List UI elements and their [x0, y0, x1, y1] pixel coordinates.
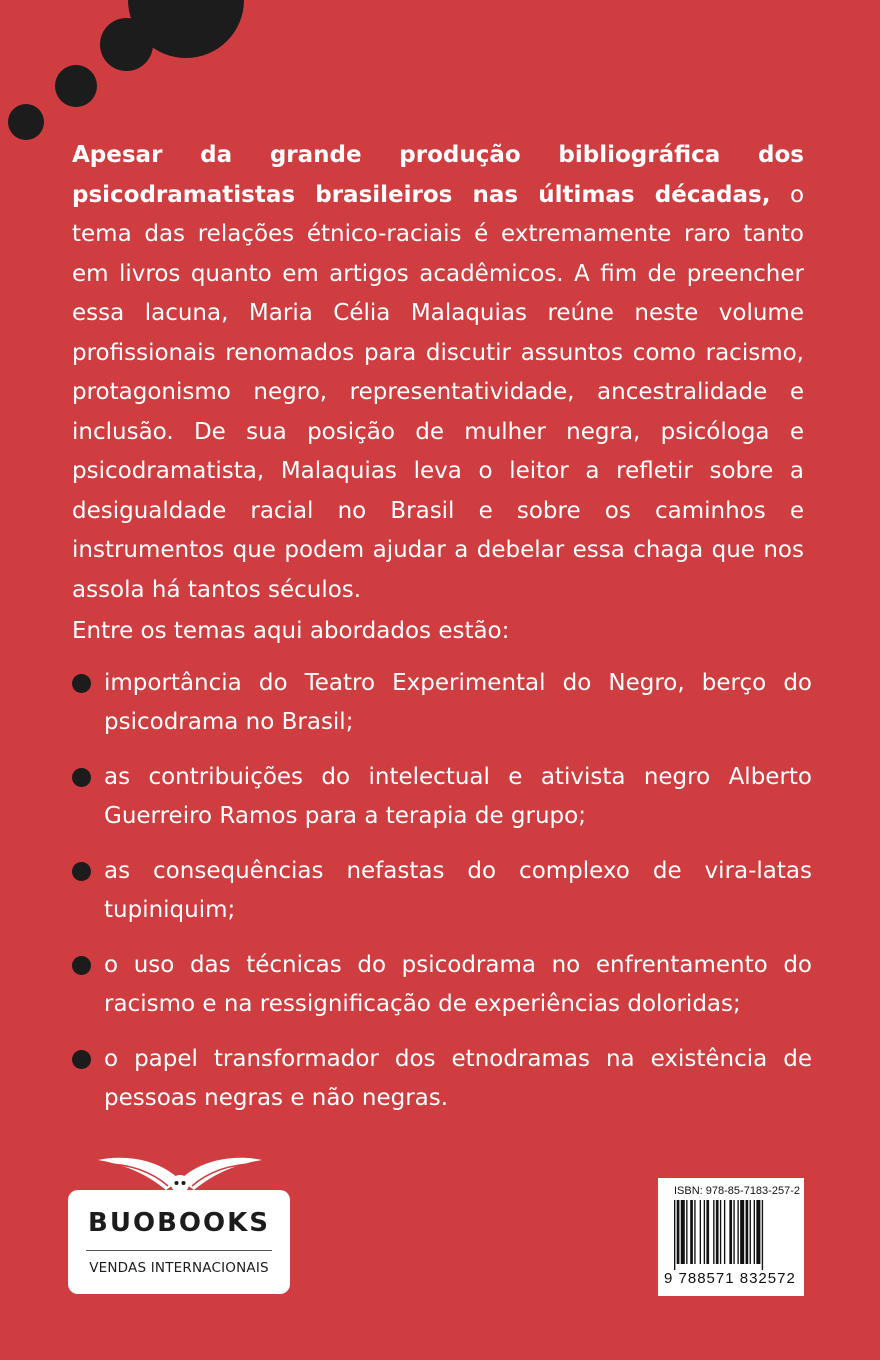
barcode-bar [737, 1200, 738, 1264]
isbn-barcode-box [658, 1178, 804, 1296]
barcode-bar [733, 1200, 734, 1264]
decor-circle-tiny [8, 104, 44, 140]
barcode-bar [754, 1200, 755, 1264]
publisher-tagline: VENDAS INTERNACIONAIS [89, 1260, 269, 1276]
intro-bold-lead: Apesar da grande produção bibliográfica dos psicodramatistas brasileiros nas últimas décadas, [72, 142, 804, 208]
list-item: o papel transformador dos etnodramas na existência de pessoas negras e não negras. [72, 1040, 812, 1118]
publisher-logo [68, 1190, 290, 1294]
barcode-bar [750, 1200, 751, 1264]
bullet-icon [72, 1050, 91, 1069]
bullet-icon [72, 956, 91, 975]
barcode-bar [756, 1200, 760, 1264]
barcode-bar [694, 1200, 695, 1264]
barcode-icon [674, 1200, 792, 1270]
topics-list [72, 664, 812, 1134]
barcode-bar [729, 1200, 732, 1264]
barcode-bar [700, 1200, 701, 1264]
barcode-bar [762, 1200, 763, 1270]
intro-body: o tema das relações étnico-raciais é extremamente raro tanto em livros quanto em artigos acadêmicos. A fim de preencher essa lacuna, Maria Célia Malaquias reúne neste volume profissionais renomados para discutir assuntos como racismo, protagonismo negro, representatividade, ancestralidade e inclusão. De sua posição de mulher negra, psicóloga e psicodramatista, Malaquias leva o leitor a refletir sobre a desigualdade racial no Brasil e sobre os caminhos e instrumentos que podem ajudar a debelar essa chaga que nos assola há tantos séculos. [72, 181, 805, 603]
list-item: as consequências nefastas do complexo de vira-latas tupiniquim; [72, 852, 812, 930]
intro-paragraph [72, 136, 804, 610]
barcode-bar [681, 1200, 685, 1264]
barcode-bar [720, 1200, 721, 1264]
barcode-bar [677, 1200, 680, 1264]
bullet-icon [72, 674, 91, 693]
isbn-digits: 9 788571 832572 [664, 1270, 796, 1287]
publisher-name: BUOBOOKS [88, 1208, 270, 1238]
logo-divider [86, 1250, 272, 1251]
barcode-bar [706, 1200, 709, 1264]
barcode-bar [704, 1200, 705, 1264]
isbn-label: ISBN: 978-85-7183-257-2 [674, 1185, 800, 1197]
barcode-bar [746, 1200, 749, 1264]
bullet-icon [72, 862, 91, 881]
barcode-bar [690, 1200, 693, 1264]
barcode-bar [740, 1200, 744, 1264]
decor-circle-small [55, 65, 97, 107]
barcode-bar [724, 1200, 725, 1264]
decor-circle-medium [100, 18, 153, 71]
barcode-bar [686, 1200, 687, 1264]
list-item: o uso das técnicas do psicodrama no enfrentamento do racismo e na ressignificação de experiências doloridas; [72, 946, 812, 1024]
bullet-icon [72, 768, 91, 787]
barcode-bar [674, 1200, 675, 1270]
barcode-bar [716, 1200, 719, 1264]
list-item: importância do Teatro Experimental do Negro, berço do psicodrama no Brasil; [72, 664, 812, 742]
list-item: as contribuições do intelectual e ativista negro Alberto Guerreiro Ramos para a terapia de grupo; [72, 758, 812, 836]
topics-lead: Entre os temas aqui abordados estão: [72, 618, 510, 644]
barcode-bar [713, 1200, 714, 1264]
